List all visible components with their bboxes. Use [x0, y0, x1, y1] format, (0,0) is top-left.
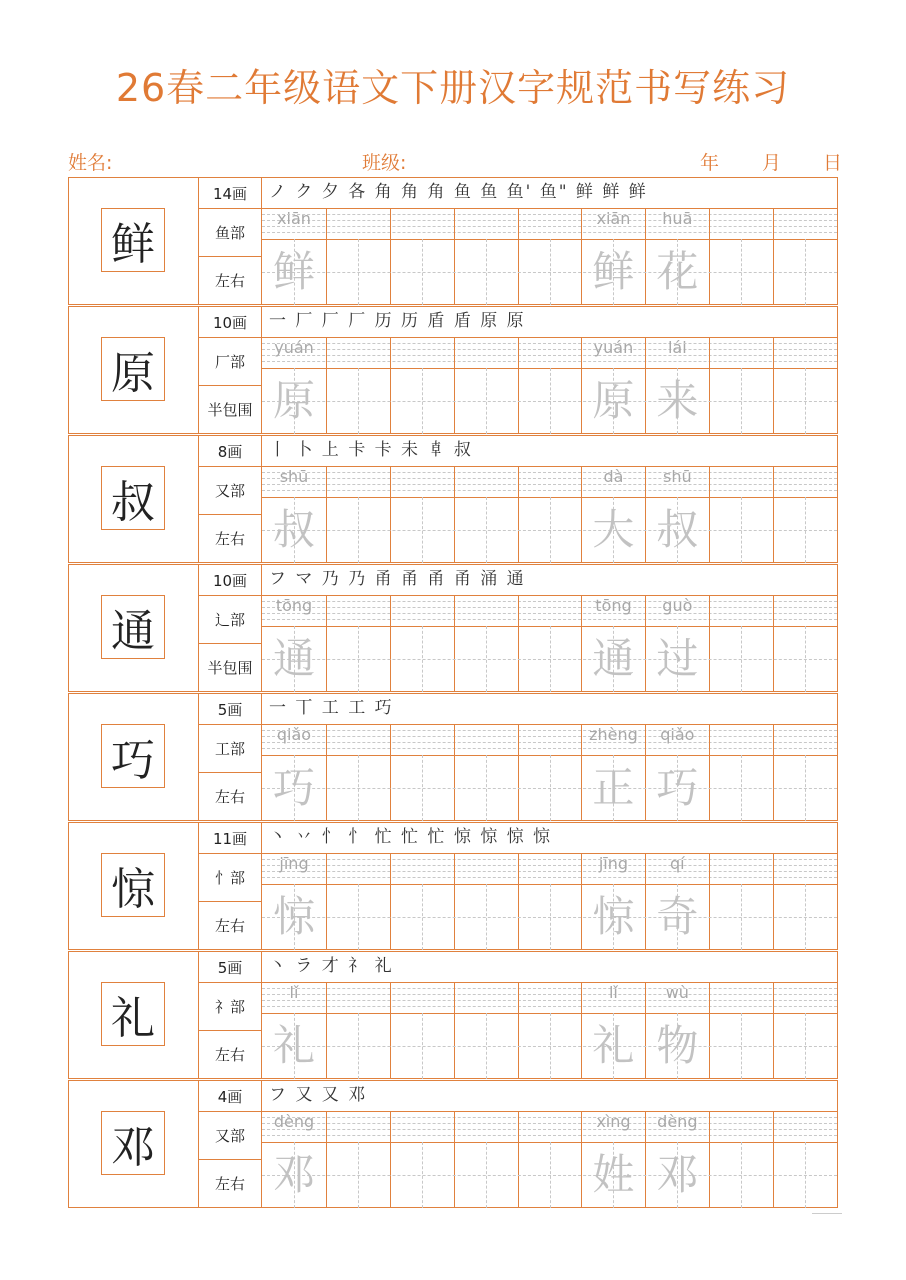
stroke-count: 8画 [217, 442, 243, 461]
grid-column-line [454, 724, 455, 821]
pinyin-text: tōng [275, 596, 313, 615]
model-character: 礼 [101, 982, 165, 1046]
class-label: 班级: [362, 152, 407, 174]
trace-character: 邓 [656, 1150, 699, 1199]
trace-character: 鲜 [272, 247, 315, 296]
grid-column-line [709, 208, 710, 305]
pinyin-guide-line [262, 220, 837, 221]
grid-column-line [326, 466, 327, 563]
writing-grid[interactable] [262, 208, 837, 305]
grid-column-line [709, 853, 710, 950]
character-block [68, 822, 838, 950]
model-character-cell [69, 436, 199, 562]
practice-sheet [68, 177, 838, 1208]
model-character-cell [69, 694, 199, 820]
stroke-count: 5画 [217, 958, 243, 977]
trace-character: 鲜 [592, 247, 635, 296]
grid-column-line [390, 208, 391, 305]
pinyin-guide-line [262, 619, 837, 620]
model-character-cell [69, 1081, 199, 1207]
pinyin-text: shū [279, 467, 309, 486]
trace-character: 叔 [656, 505, 699, 554]
pinyin-guide-line [262, 877, 837, 878]
pinyin-guide-line [262, 214, 837, 215]
grid-column-line [326, 853, 327, 950]
radical-label: 厂部 [214, 352, 245, 371]
pinyin-guide-line [262, 1006, 837, 1007]
grid-column-line [454, 466, 455, 563]
grid-column-line [773, 595, 774, 692]
grid-column-line [454, 208, 455, 305]
grid-column-line [326, 1111, 327, 1208]
structure-label: 左右 [214, 529, 245, 548]
grid-column-line [390, 466, 391, 563]
grid-column-line [326, 724, 327, 821]
pinyin-text: dèng [657, 1112, 698, 1131]
trace-character: 姓 [592, 1150, 635, 1199]
structure-label: 半包围 [207, 658, 253, 677]
character-info-column [199, 565, 262, 691]
pinyin-text: jīng [279, 854, 309, 873]
trace-character: 礼 [592, 1021, 635, 1070]
pinyin-text: huā [662, 209, 693, 228]
stroke-count: 10画 [212, 313, 248, 332]
trace-character: 惊 [592, 892, 635, 941]
grid-column-line [326, 208, 327, 305]
pinyin-text: zhèng [589, 725, 638, 744]
grid-column-line [454, 1111, 455, 1208]
grid-column-line [773, 208, 774, 305]
character-block [68, 177, 838, 305]
pinyin-guide-line [262, 730, 837, 731]
stroke-order-sequence: フ 又 又 邓 [269, 1085, 368, 1105]
pinyin-guide-line [262, 1000, 837, 1001]
trace-character: 巧 [272, 763, 315, 812]
writing-grid[interactable] [262, 982, 837, 1079]
trace-character: 过 [656, 634, 699, 683]
pinyin-text: qiǎo [660, 725, 695, 744]
structure-label: 左右 [214, 1045, 245, 1064]
stroke-count: 10画 [212, 571, 248, 590]
pinyin-text: qí [670, 854, 685, 873]
trace-character: 礼 [272, 1021, 315, 1070]
trace-character: 正 [592, 763, 635, 812]
trace-character: 原 [272, 376, 315, 425]
grid-column-line [709, 595, 710, 692]
pinyin-guide-line [262, 865, 837, 866]
month-label: 月 [762, 152, 782, 174]
stroke-order-sequence: 丨 卜 上 卡 卡 未 𠦝 叔 [269, 440, 473, 460]
pinyin-guide-line [262, 355, 837, 356]
writing-grid[interactable] [262, 595, 837, 692]
character-block [68, 951, 838, 1079]
pinyin-text: xiān [596, 209, 631, 228]
model-character-cell [69, 565, 199, 691]
pinyin-guide-line [262, 988, 837, 989]
pinyin-text: lǐ [608, 983, 618, 1002]
pinyin-guide-line [262, 490, 837, 491]
character-block [68, 1080, 838, 1208]
day-label: 日 [823, 152, 843, 174]
radical-label: 礻部 [214, 997, 245, 1016]
writing-grid[interactable] [262, 337, 837, 434]
grid-column-line [454, 337, 455, 434]
pinyin-guide-line [262, 601, 837, 602]
pinyin-text: lái [667, 338, 687, 357]
pinyin-guide-line [262, 736, 837, 737]
stroke-order-sequence: 丶 ラ 才 礻 礼 [269, 956, 394, 976]
structure-label: 左右 [214, 1174, 245, 1193]
model-character-cell [69, 952, 199, 1078]
pinyin-guide-line [262, 1123, 837, 1124]
tian-guide-horizontal [262, 272, 837, 273]
pinyin-guide-line [262, 607, 837, 608]
pinyin-guide-line [262, 472, 837, 473]
grid-column-line [773, 1111, 774, 1208]
trace-character: 叔 [272, 505, 315, 554]
grid-column-line [390, 853, 391, 950]
character-block [68, 306, 838, 434]
stroke-order-sequence: 丶 丷 忄 忄 忙 忙 忙 惊 惊 惊 惊 [269, 827, 553, 847]
trace-character: 通 [592, 634, 635, 683]
character-info-column [199, 952, 262, 1078]
pinyin-guide-line [262, 478, 837, 479]
structure-label: 半包围 [207, 400, 253, 419]
model-character-cell [69, 307, 199, 433]
character-info-column [199, 823, 262, 949]
tian-guide-horizontal [262, 788, 837, 789]
grid-column-line [709, 982, 710, 1079]
trace-character: 邓 [272, 1150, 315, 1199]
pinyin-text: dèng [273, 1112, 315, 1131]
stroke-count: 5画 [217, 700, 243, 719]
pinyin-text: jīng [598, 854, 629, 873]
pinyin-text: yuán [593, 338, 634, 357]
pinyin-text: guò [662, 596, 693, 615]
radical-label: 辶部 [214, 610, 245, 629]
name-label: 姓名: [68, 152, 113, 174]
character-info-column [199, 307, 262, 433]
character-info-column [199, 436, 262, 562]
grid-column-line [326, 982, 327, 1079]
model-character-cell [69, 178, 199, 304]
radical-label: 又部 [214, 1126, 245, 1145]
pinyin-guide-line [262, 1129, 837, 1130]
grid-column-line [326, 595, 327, 692]
pinyin-guide-line [262, 1117, 837, 1118]
character-block [68, 564, 838, 692]
radical-label: 工部 [214, 739, 245, 758]
pinyin-text: dà [603, 467, 624, 486]
grid-column-line [773, 466, 774, 563]
radical-label: 又部 [214, 481, 245, 500]
tian-guide-horizontal [262, 659, 837, 660]
grid-column-line [518, 1111, 519, 1208]
radical-label: 鱼部 [214, 223, 245, 242]
tian-guide-horizontal [262, 401, 837, 402]
model-character: 巧 [101, 724, 165, 788]
grid-column-line [390, 982, 391, 1079]
stroke-count: 11画 [212, 829, 248, 848]
model-character-cell [69, 823, 199, 949]
stroke-order-sequence: 一 厂 厂 厂 历 历 盾 盾 原 原 [269, 311, 526, 331]
grid-column-line [454, 595, 455, 692]
trace-character: 惊 [272, 892, 315, 941]
tian-guide-horizontal [262, 1046, 837, 1047]
page-title: 26春二年级语文下册汉字规范书写练习 [115, 66, 791, 110]
pinyin-guide-line [262, 361, 837, 362]
pinyin-text: xìng [596, 1112, 631, 1131]
pinyin-text: lǐ [289, 983, 299, 1002]
grid-column-line [709, 466, 710, 563]
grid-column-line [773, 982, 774, 1079]
grid-column-line [773, 724, 774, 821]
pinyin-guide-line [262, 859, 837, 860]
grid-column-line [518, 337, 519, 434]
grid-column-line [518, 466, 519, 563]
grid-column-line [454, 982, 455, 1079]
trace-character: 通 [272, 634, 315, 683]
model-character: 邓 [101, 1111, 165, 1175]
radical-label: 忄部 [214, 868, 245, 887]
grid-column-line [709, 724, 710, 821]
pinyin-guide-line [262, 343, 837, 344]
grid-column-line [390, 1111, 391, 1208]
pinyin-guide-line [262, 871, 837, 872]
grid-column-line [390, 724, 391, 821]
model-character: 鲜 [101, 208, 165, 272]
trace-character: 原 [592, 376, 635, 425]
stroke-order-sequence: 一 丅 工 工 巧 [269, 698, 394, 718]
pinyin-guide-line [262, 994, 837, 995]
grid-column-line [773, 337, 774, 434]
model-character: 叔 [101, 466, 165, 530]
character-info-column [199, 694, 262, 820]
grid-column-line [709, 337, 710, 434]
pinyin-guide-line [262, 226, 837, 227]
year-label: 年 [700, 152, 720, 174]
pinyin-guide-line [262, 1135, 837, 1136]
structure-label: 左右 [214, 916, 245, 935]
grid-column-line [390, 595, 391, 692]
pinyin-guide-line [262, 484, 837, 485]
grid-column-line [518, 595, 519, 692]
grid-column-line [454, 853, 455, 950]
writing-grid[interactable] [262, 466, 837, 563]
character-info-column [199, 178, 262, 304]
pinyin-text: wù [665, 983, 689, 1002]
grid-column-line [518, 208, 519, 305]
tian-guide-horizontal [262, 917, 837, 918]
grid-column-line [518, 853, 519, 950]
stroke-count: 14画 [212, 184, 248, 203]
writing-grid[interactable] [262, 1111, 837, 1208]
character-block [68, 435, 838, 563]
pinyin-guide-line [262, 613, 837, 614]
model-character: 惊 [101, 853, 165, 917]
grid-column-line [326, 337, 327, 434]
writing-grid[interactable] [262, 724, 837, 821]
pinyin-guide-line [262, 748, 837, 749]
stroke-order-sequence: フ マ 乃 乃 甬 甬 甬 甬 涌 通 [269, 569, 526, 589]
writing-grid[interactable] [262, 853, 837, 950]
model-character: 通 [101, 595, 165, 659]
model-character: 原 [101, 337, 165, 401]
pinyin-text: yuán [274, 338, 314, 357]
stroke-order-sequence: ノ ク 夕 各 角 角 角 鱼 鱼 鱼' 鱼" 鲜 鲜 鲜 [269, 182, 648, 202]
trace-character: 奇 [656, 892, 699, 941]
pinyin-text: tōng [595, 596, 632, 615]
trace-character: 来 [656, 376, 699, 425]
pinyin-guide-line [262, 232, 837, 233]
trace-character: 物 [656, 1021, 699, 1070]
trace-character: 巧 [656, 763, 699, 812]
stroke-count: 4画 [217, 1087, 243, 1106]
pinyin-text: shū [663, 467, 692, 486]
grid-column-line [518, 724, 519, 821]
tian-guide-horizontal [262, 1175, 837, 1176]
structure-label: 左右 [214, 787, 245, 806]
pinyin-guide-line [262, 349, 837, 350]
structure-label: 左右 [214, 271, 245, 290]
character-block [68, 693, 838, 821]
corner-mark [812, 1213, 842, 1214]
grid-column-line [390, 337, 391, 434]
pinyin-text: qiǎo [276, 725, 312, 744]
character-info-column [199, 1081, 262, 1207]
trace-character: 大 [592, 505, 635, 554]
grid-column-line [518, 982, 519, 1079]
trace-character: 花 [656, 247, 699, 296]
pinyin-text: xiān [277, 209, 311, 228]
grid-column-line [709, 1111, 710, 1208]
grid-column-line [773, 853, 774, 950]
tian-guide-horizontal [262, 530, 837, 531]
pinyin-guide-line [262, 742, 837, 743]
